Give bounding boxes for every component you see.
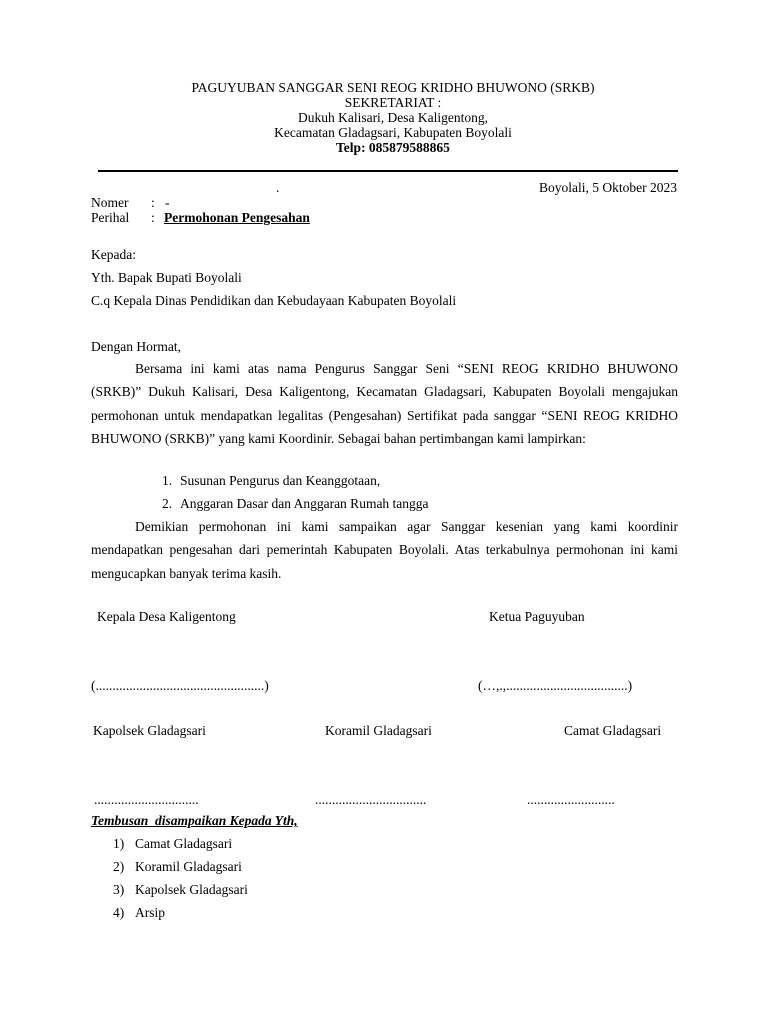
nomer-value: - [165, 195, 170, 210]
signature-blank-right: (…,.,....................................) [478, 678, 633, 693]
attachment-item-1 [162, 473, 380, 489]
cc-heading: Tembusan disampaikan Kepada Yth, [91, 813, 298, 828]
signature-title-right: Ketua Paguyuban [489, 609, 585, 624]
letterhead-divider [98, 170, 678, 172]
recipient-line-1: Yth. Bapak Bupati Boyolali [91, 270, 242, 285]
phone-number: Telp: 085879588865 [336, 140, 450, 155]
perihal-value: Permohonan Pengesahan [164, 210, 310, 225]
signature-dots-camat: .......................... [527, 792, 615, 807]
cc-item-3 [113, 882, 248, 898]
attachment-text: Susunan Pengurus dan Keanggotaan, [180, 473, 381, 488]
dot-mark: . [276, 180, 280, 195]
paragraph-1-text: Bersama ini kami atas nama Pengurus Sanggar Seni “SENI REOG KRIDHO BHUWONO (SRKB)” Dukuh Kalisari, Desa Kaligentong, Kecamatan Gladagsari, Kabupaten Boyolali mengajukan permohonan untuk mendapatkan legalitas (Pengesahan) Sertifikat pada sanggar “SENI REOG KRIDHO BHUWONO (SRKB)” yang kami Koordinir. Sebagai bahan pertimbangan kami lampirkan: [91, 361, 678, 446]
attachment-num: 1. [162, 473, 173, 488]
nomer-separator: : [151, 195, 155, 210]
cc-num: 3) [113, 882, 125, 897]
secretariat-label: SEKRETARIAT : [344, 95, 442, 110]
attachment-item-2 [162, 496, 429, 512]
attachment-text: Anggaran Dasar dan Anggaran Rumah tangga [180, 496, 429, 511]
body-paragraph-1 [91, 357, 678, 450]
cc-text: Camat Gladagsari [135, 836, 233, 851]
cc-text: Kapolsek Gladagsari [135, 882, 248, 897]
cc-text: Arsip [135, 905, 165, 920]
address-line-1: Dukuh Kalisari, Desa Kaligentong, [297, 110, 489, 125]
cc-num: 1) [113, 836, 125, 851]
cc-item-4 [113, 905, 165, 921]
cc-item-1 [113, 836, 232, 852]
nomer-label: Nomer [91, 195, 129, 210]
recipient-to: Kepada: [91, 247, 136, 262]
signature-camat: Camat Gladagsari [564, 723, 662, 738]
signature-dots-koramil: ................................. [315, 792, 427, 807]
letter-date: Boyolali, 5 Oktober 2023 [539, 180, 677, 195]
body-paragraph-2 [91, 515, 678, 585]
org-name: PAGUYUBAN SANGGAR SENI REOG KRIDHO BHUWONO (SRKB) [191, 80, 595, 95]
cc-item-2 [113, 859, 242, 875]
signature-title-left: Kepala Desa Kaligentong [97, 609, 236, 624]
address-line-2: Kecamatan Gladagsari, Kabupaten Boyolali [274, 125, 512, 140]
cc-text: Koramil Gladagsari [135, 859, 242, 874]
signature-blank-left: (..................................................) [91, 678, 269, 693]
cc-num: 2) [113, 859, 125, 874]
perihal-label: Perihal [91, 210, 130, 225]
perihal-separator: : [151, 210, 155, 225]
attachment-num: 2. [162, 496, 173, 511]
paragraph-2-text: Demikian permohonan ini kami sampaikan agar Sanggar kesenian yang kami koordinir mendapatkan pengesahan dari pemerintah Kabupaten Boyolali. Atas terkabulnya permohonan ini kami mengucapkan banyak terima kasih. [91, 519, 678, 581]
greeting: Dengan Hormat, [91, 339, 181, 354]
signature-dots-kapolsek: ............................... [94, 792, 199, 807]
cc-num: 4) [113, 905, 125, 920]
recipient-line-2: C.q Kepala Dinas Pendidikan dan Kebudayaan Kabupaten Boyolali [91, 293, 457, 308]
signature-kapolsek: Kapolsek Gladagsari [93, 723, 206, 738]
signature-koramil: Koramil Gladagsari [325, 723, 432, 738]
